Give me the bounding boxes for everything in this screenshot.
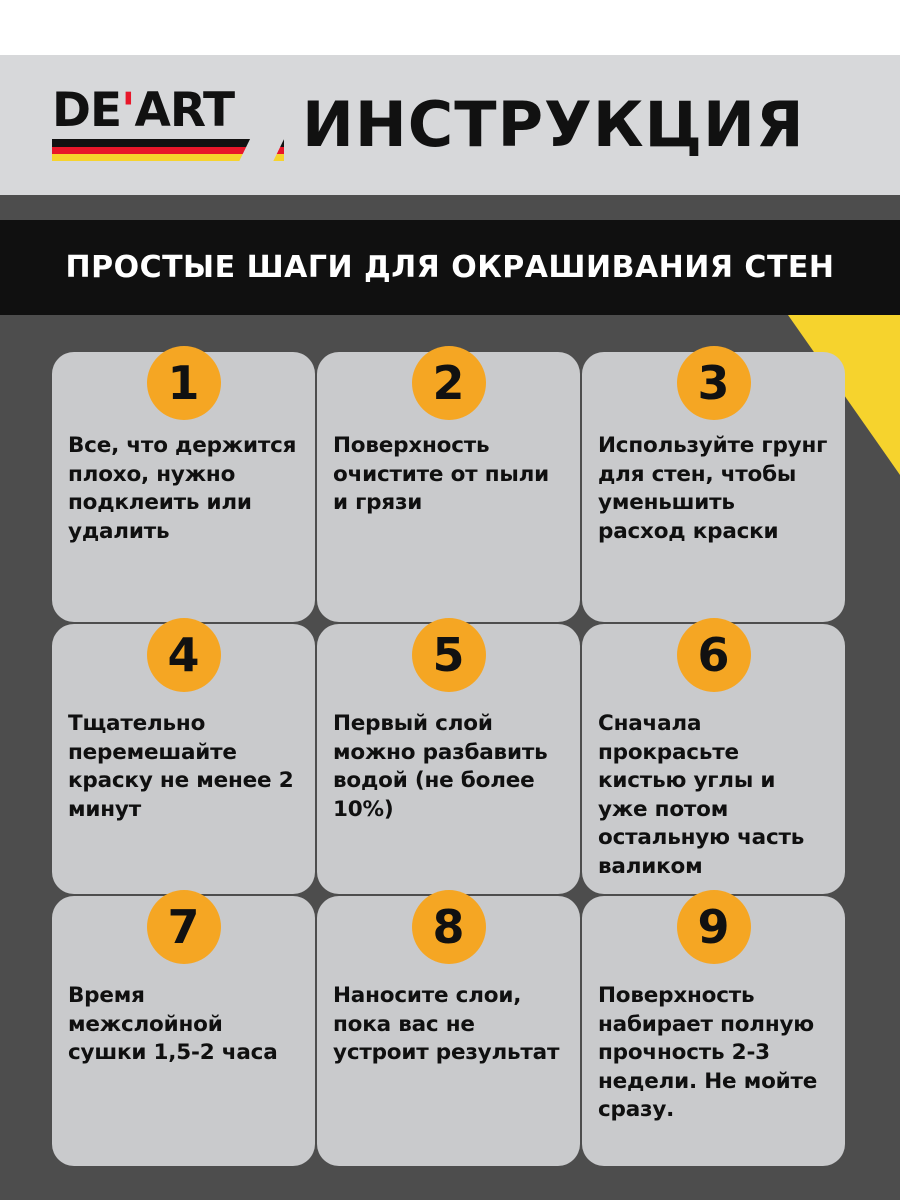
subtitle-band: [0, 220, 900, 315]
steps-grid: [52, 352, 848, 1166]
top-white-margin: [0, 0, 900, 55]
logo-stripe-red: [52, 147, 284, 154]
step-text: Тщательно перемешайте краску не менее 2 минут: [68, 711, 294, 822]
step-text: Поверхность набирает полную прочность 2-3 недели. Не мойте сразу.: [598, 983, 818, 1123]
step-text: Все, что держится плохо, нужно подклеить или удалить: [68, 433, 297, 544]
header-gap: [0, 195, 900, 220]
page-title: ИНСТРУКЦИЯ: [302, 88, 805, 161]
logo-flag-bar: [52, 139, 284, 161]
logo-text-apostrophe: ': [121, 82, 135, 138]
step-number-badge: 8: [412, 890, 486, 964]
step-card-2: [317, 352, 580, 622]
logo-wordmark: [52, 82, 235, 138]
step-number-badge: 4: [147, 618, 221, 692]
step-text: Наносите слои, пока вас не устроит результат: [333, 983, 560, 1066]
step-text: Используйте грунг для стен, чтобы уменьшить расход краски: [598, 433, 828, 544]
step-card-8: [317, 896, 580, 1166]
step-text: Первый слой можно разбавить водой (не более 10%): [333, 711, 548, 822]
logo-stripe-gold: [52, 154, 284, 161]
subtitle-text: ПРОСТЫЕ ШАГИ ДЛЯ ОКРАШИВАНИЯ СТЕН: [65, 250, 835, 285]
step-number-badge: 5: [412, 618, 486, 692]
step-number-badge: 7: [147, 890, 221, 964]
step-number-badge: 6: [677, 618, 751, 692]
step-card-7: [52, 896, 315, 1166]
step-card-6: [582, 624, 845, 894]
step-card-5: [317, 624, 580, 894]
step-card-1: [52, 352, 315, 622]
step-text: Время межслойной сушки 1,5-2 часа: [68, 983, 278, 1066]
header-band: [0, 55, 900, 195]
step-card-9: [582, 896, 845, 1166]
step-number-badge: 3: [677, 346, 751, 420]
step-number-badge: 2: [412, 346, 486, 420]
step-number-badge: 1: [147, 346, 221, 420]
step-number-badge: 9: [677, 890, 751, 964]
step-text: Сначала прокрасьте кистью углы и уже потом остальную часть валиком: [598, 711, 805, 879]
logo-text-de: DE: [52, 82, 122, 138]
logo-stripe-black: [52, 139, 284, 146]
step-text: Поверхность очистите от пыли и грязи: [333, 433, 550, 516]
step-card-4: [52, 624, 315, 894]
logo-text-art: ART: [134, 82, 235, 138]
step-card-3: [582, 352, 845, 622]
deart-logo: [52, 82, 284, 162]
